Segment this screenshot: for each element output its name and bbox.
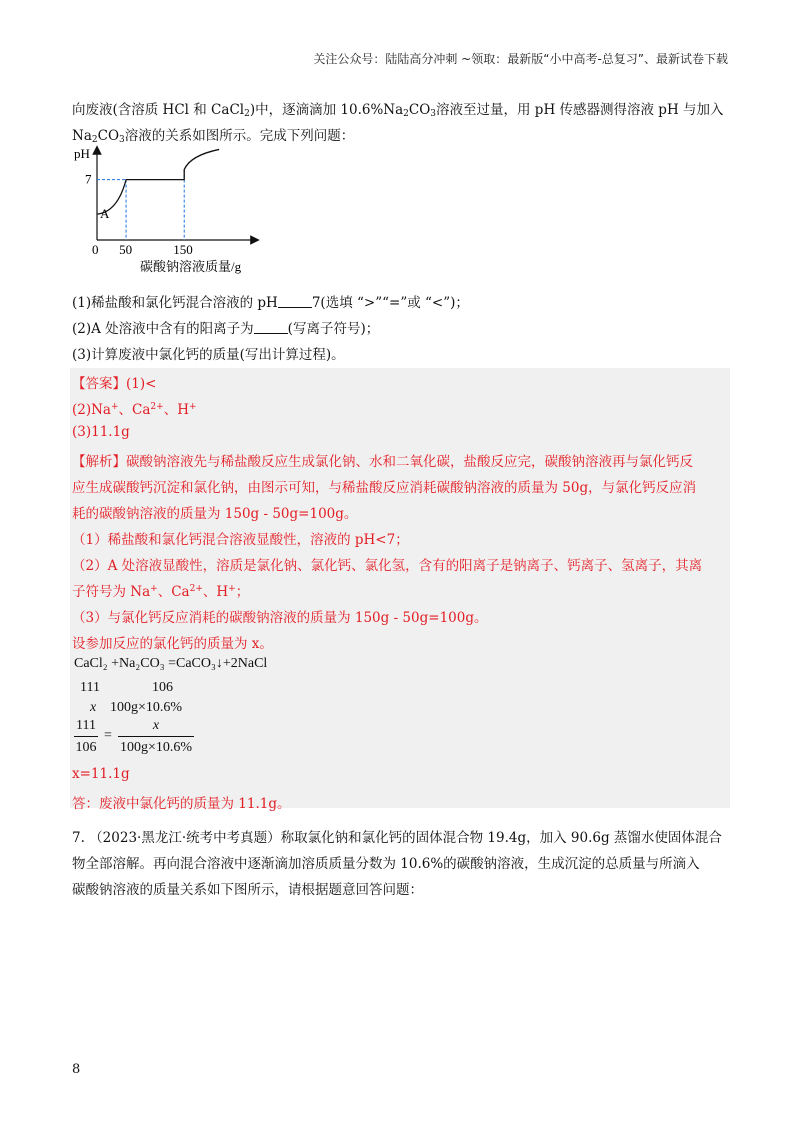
ph-curve	[97, 149, 219, 214]
fraction-bar	[118, 736, 194, 737]
subscript: 3	[119, 135, 125, 145]
q7-line2: 物全部溶解。再向混合溶液中逐渐滴加溶质质量分数为 10.6%的碳酸钠溶液，生成沉淀的总质量与所滴入	[72, 856, 700, 872]
subscript: 2	[244, 109, 250, 119]
equation-mass-106: 106	[152, 680, 173, 695]
q6-sub1	[72, 291, 730, 311]
equation-mass-111: 111	[80, 680, 100, 695]
ph-chart	[70, 140, 270, 275]
chemical-equation: CaCl₂ +Na₂CO₃ =CaCO₃↓+2NaCl	[74, 656, 268, 671]
text: (1)稀盐酸和氯化钙混合溶液的 pH	[72, 295, 278, 311]
text: (2)Na	[72, 402, 111, 418]
text: 溶液至过量，用 pH 传感器测得溶液 pH 与加入	[436, 102, 724, 118]
subscript: 2	[403, 109, 409, 119]
equation-unknown-x: x	[90, 700, 97, 715]
text: 碳酸钠溶液先与稀盐酸反应生成氯化钠、水和二氧化碳，盐酸反应完，碳酸钠溶液再与氯化钙反	[126, 454, 693, 470]
x-tick-label-1: 50	[119, 242, 133, 257]
superscript: 2+	[189, 584, 203, 594]
x-axis-label: 碳酸钠溶液质量/g	[140, 259, 242, 274]
text: 、H	[202, 584, 229, 600]
q7-line3: 碳酸钠溶液的质量关系如下图所示，请根据题意回答问题：	[72, 882, 423, 898]
q6-sub3: (3)计算废液中氯化钙的质量(写出计算过程)。	[72, 347, 345, 363]
answer-line1	[72, 372, 730, 392]
text: Na	[72, 128, 92, 144]
text: 子符号为 Na	[72, 584, 151, 600]
let-statement: 设参加反应的氯化钙的质量为 x。	[72, 636, 273, 652]
page-header: 关注公众号：陆陆高分冲刺 ~领取：最新版“小中高考-总复习”、最新试卷下载	[313, 52, 728, 66]
equation-given-mass: 100g×10.6%	[110, 700, 183, 715]
fraction-denominator: 100g×10.6%	[119, 740, 193, 755]
text: 7(选填 “>”“=”或 “<”)；	[311, 295, 469, 311]
superscript: +	[228, 584, 236, 594]
page-number: 8	[72, 1062, 81, 1077]
text: 向废液(含溶质 HCl 和 CaCl	[72, 102, 245, 118]
superscript: +	[188, 402, 197, 412]
text: 、H	[163, 402, 189, 418]
text: CO	[97, 128, 120, 144]
y-tick-label: 7	[85, 171, 92, 187]
q6-stem-line1	[72, 98, 730, 119]
text: 溶液的关系如图所示。完成下列问题：	[124, 128, 355, 144]
analysis-tag: 【解析】	[72, 454, 126, 470]
answer-1: (1)<	[126, 376, 157, 392]
fraction-numerator: x	[152, 718, 160, 733]
proportion	[74, 718, 194, 758]
text: 、Ca	[157, 584, 190, 600]
y-axis-label: pH	[74, 146, 90, 161]
subscript: 3	[430, 109, 437, 119]
text: (2)A 处溶液中含有的阳离子为	[72, 321, 254, 337]
q7-line1: 7. （2023·黑龙江·统考中考真题）称取氯化钠和氯化钙的固体混合物 19.4g，加入 90.6g 蒸馏水使固体混合	[72, 830, 722, 846]
equals-sign: =	[104, 728, 112, 743]
q6-sub2	[72, 317, 730, 337]
x-tick-label-0: 0	[92, 242, 99, 257]
analysis-line2: 应生成碳酸钙沉淀和氯化钠，由图示可知，与稀盐酸反应消耗碳酸钠溶液的质量为 50g，与氯化钙反应消	[72, 480, 697, 496]
answer-line3: (3)11.1g	[72, 424, 130, 440]
superscript: +	[110, 402, 119, 412]
result: x=11.1g	[72, 766, 130, 782]
fraction-numerator: 111	[76, 718, 96, 733]
conclusion: 答：废液中氯化钙的质量为 11.1g。	[72, 796, 291, 812]
answer-blank[interactable]	[254, 321, 288, 334]
analysis-part1: （1）稀盐酸和氯化钙混合溶液显酸性，溶液的 pH<7；	[72, 532, 409, 548]
fraction-bar	[74, 736, 98, 737]
point-a-label: A	[100, 206, 110, 221]
fraction-denominator: 106	[75, 740, 97, 755]
x-tick-label-2: 150	[173, 242, 193, 257]
analysis-part3: （3）与氯化钙反应消耗的碳酸钠溶液的质量为 150g - 50g=100g。	[72, 610, 488, 626]
superscript: +	[150, 584, 158, 594]
answer-blank[interactable]	[278, 295, 312, 308]
answer-tag: 【答案】	[72, 376, 126, 392]
text: CO	[408, 102, 431, 118]
analysis-part2-line1: （2）A 处溶液显酸性，溶质是氯化钠、氯化钙、氯化氢，含有的阳离子是钠离子、钙离子、氢离子，其离	[72, 558, 703, 574]
analysis-part2-line2	[72, 580, 730, 600]
text: ；	[235, 584, 250, 600]
text: (写离子符号)；	[287, 321, 380, 337]
text: )中，逐滴滴加 10.6%Na	[249, 102, 404, 118]
analysis-line1	[72, 450, 730, 470]
analysis-line3: 耗的碳酸钠溶液的质量为 150g - 50g=100g。	[72, 506, 358, 522]
superscript: 2+	[150, 402, 164, 412]
subscript: 2	[91, 135, 98, 145]
text: 、Ca	[118, 402, 151, 418]
answer-line2	[72, 398, 730, 418]
